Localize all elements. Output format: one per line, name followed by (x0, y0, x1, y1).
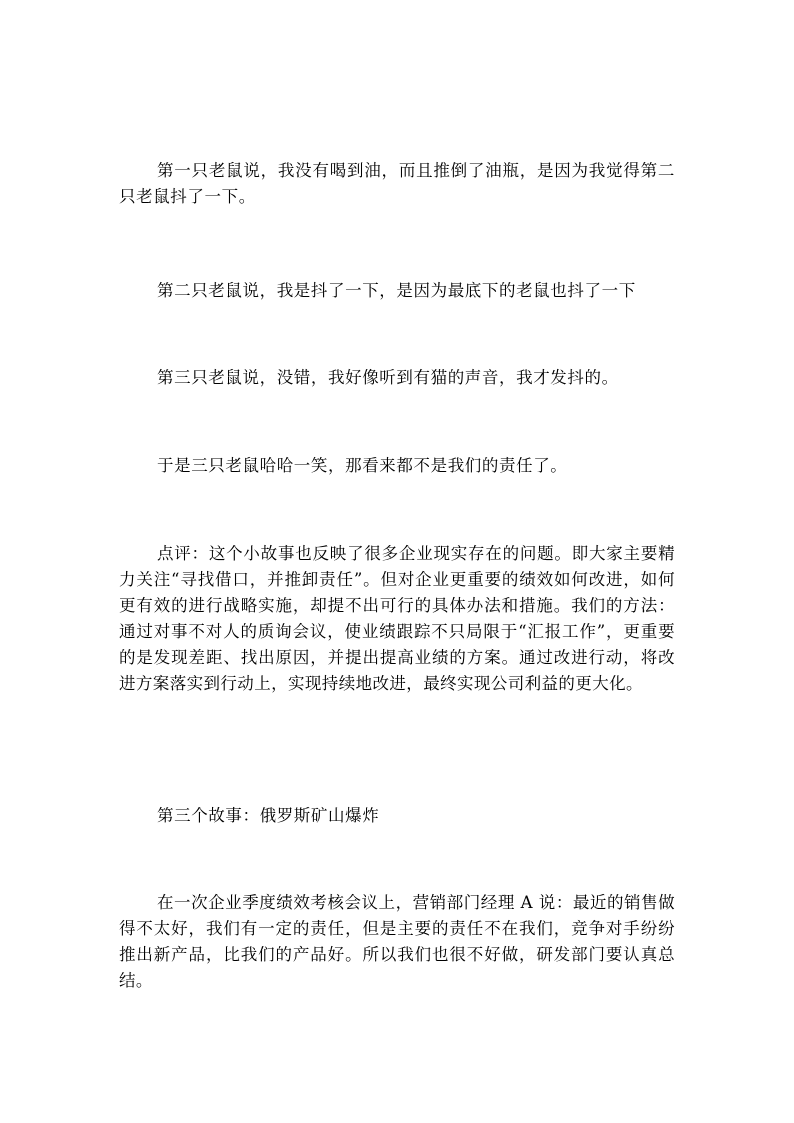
paragraph-second-mouse: 第二只老鼠说，我是抖了一下，是因为最底下的老鼠也抖了一下 (157, 281, 636, 300)
paragraph-conclusion: 于是三只老鼠哈哈一笑，那看来都不是我们的责任了。 (157, 456, 568, 475)
paragraph-first-mouse: 第一只老鼠说，我没有喝到油，而且推倒了油瓶，是因为我觉得第二只老鼠抖了一下。 (119, 161, 675, 206)
paragraph-commentary: 点评：这个小故事也反映了很多企业现实存在的问题。即大家主要精力关注“寻找借口，并推卸责任”。但对企业更重要的绩效如何改进，如何更有效的进行战略实施，却提不出可行的具体办法和措施。我们的方法：通过对事不对人的质询会议，使业绩跟踪不只局限于“汇报工作”，更重要的是发现差距、找出原因，并提出提高业绩的方案。通过改进行动，将改进方案落实到行动上，实现持续地改进，最终实现公司利益的更大化。 (119, 544, 675, 693)
section-heading-third-story: 第三个故事：俄罗斯矿山爆炸 (157, 806, 380, 825)
paragraph-sales-meeting: 在一次企业季度绩效考核会议上，营销部门经理 A 说：最近的销售做得不太好，我们有一定的责任，但是主要的责任不在我们，竞争对手纷纷推出新产品，比我们的产品好。所以我们也很不好做，研发部门要认真总结。 (119, 893, 675, 990)
paragraph-third-mouse: 第三只老鼠说，没错，我好像听到有猫的声音，我才发抖的。 (157, 368, 619, 387)
